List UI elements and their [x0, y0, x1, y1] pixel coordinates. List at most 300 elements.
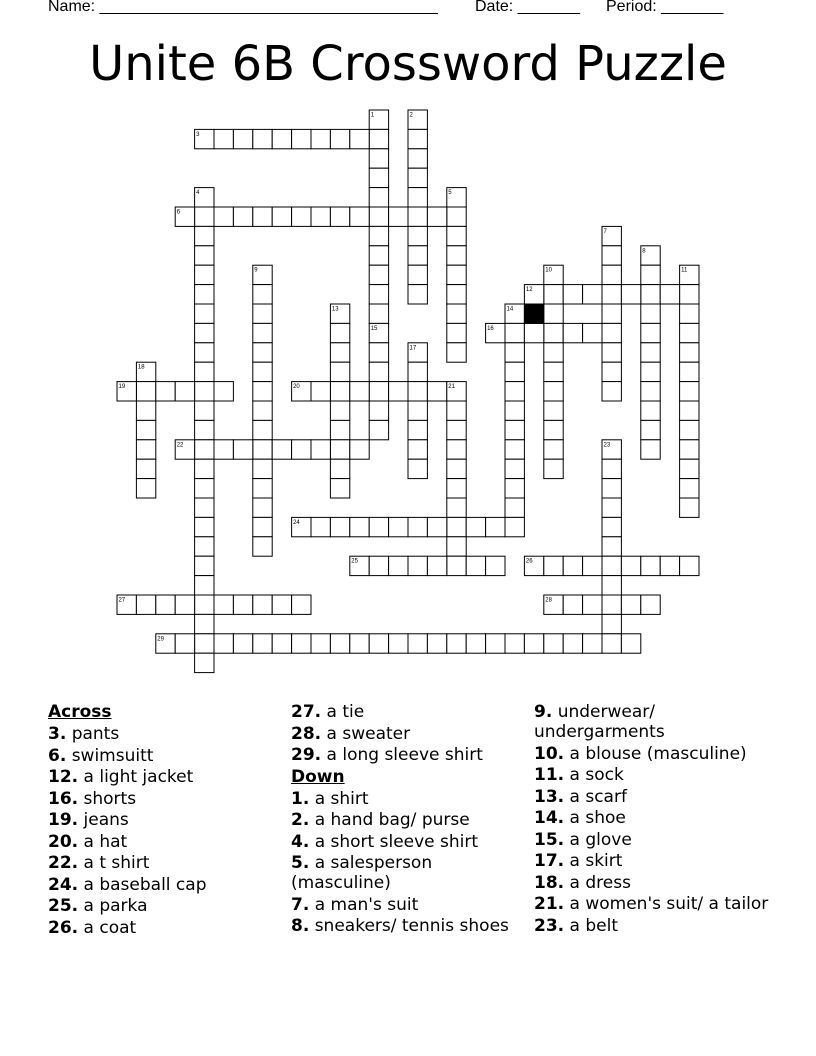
clue-number: 16 [487, 325, 494, 332]
clue-num: 3. [48, 724, 67, 744]
clue-number: 4 [196, 190, 200, 197]
grid-cell[interactable] [602, 362, 621, 381]
grid-cell[interactable] [563, 634, 582, 653]
grid-cell[interactable] [350, 440, 369, 459]
grid-cell[interactable] [369, 129, 388, 148]
grid-cell[interactable] [311, 207, 330, 226]
grid-cell[interactable] [253, 362, 272, 381]
grid-cell[interactable] [408, 265, 427, 284]
grid-cell[interactable] [253, 634, 272, 653]
grid-cell[interactable] [330, 343, 349, 362]
name-field[interactable]: Name: ______________________________________ [48, 0, 438, 15]
grid-cell[interactable] [233, 129, 252, 148]
grid-cell[interactable] [136, 440, 155, 459]
grid-cell[interactable] [602, 517, 621, 536]
clue-num: 17. [534, 851, 565, 871]
grid-cell[interactable] [602, 614, 621, 633]
clue-num: 29. [291, 745, 322, 765]
grid-cell[interactable] [563, 323, 582, 342]
grid-cell[interactable] [524, 634, 543, 653]
clue-text: a baseball cap [78, 874, 207, 895]
grid-cell[interactable] [350, 207, 369, 226]
grid-cell[interactable] [505, 459, 524, 478]
grid-cell[interactable] [680, 323, 699, 342]
grid-cell[interactable] [602, 343, 621, 362]
grid-cell[interactable] [292, 129, 311, 148]
grid-cell[interactable] [195, 304, 214, 323]
grid-cell[interactable] [447, 498, 466, 517]
grid-cell[interactable] [408, 207, 427, 226]
grid-cell[interactable] [175, 382, 194, 401]
clue-num: 25. [48, 896, 79, 916]
grid-cell[interactable] [680, 440, 699, 459]
grid-cell[interactable] [602, 285, 621, 304]
grid-cell[interactable] [505, 401, 524, 420]
grid-cell[interactable] [680, 498, 699, 517]
grid-cell[interactable] [466, 634, 485, 653]
grid-cell[interactable] [136, 401, 155, 420]
grid-cell[interactable] [408, 634, 427, 653]
blocked-cell [524, 304, 543, 323]
grid-cell[interactable] [195, 285, 214, 304]
grid-cell[interactable] [680, 343, 699, 362]
grid-cell[interactable] [583, 556, 602, 575]
grid-cell[interactable] [544, 323, 563, 342]
grid-cell[interactable] [427, 382, 446, 401]
grid-cell[interactable] [427, 207, 446, 226]
grid-cell[interactable] [602, 323, 621, 342]
grid-cell[interactable] [311, 440, 330, 459]
grid-cell[interactable] [369, 634, 388, 653]
grid-cell[interactable] [330, 517, 349, 536]
grid-cell[interactable] [389, 517, 408, 536]
grid-cell[interactable] [641, 382, 660, 401]
grid-cell[interactable] [447, 265, 466, 284]
clue-item [534, 702, 774, 742]
grid-cell[interactable] [195, 226, 214, 245]
grid-cell[interactable] [195, 653, 214, 672]
grid-cell[interactable] [641, 285, 660, 304]
grid-cell[interactable] [641, 362, 660, 381]
grid-cell[interactable] [369, 401, 388, 420]
grid-cell[interactable] [214, 129, 233, 148]
clue-number: 11 [681, 267, 688, 274]
grid-cell[interactable] [330, 323, 349, 342]
grid-cell[interactable] [195, 459, 214, 478]
grid-cell[interactable] [408, 246, 427, 265]
grid-cell[interactable] [330, 459, 349, 478]
clue-text: a shoe [564, 808, 626, 828]
clue-item [534, 744, 774, 764]
grid-cell[interactable] [253, 343, 272, 362]
grid-cell[interactable] [195, 207, 214, 226]
grid-cell[interactable] [330, 634, 349, 653]
clue-num: 18. [534, 872, 565, 893]
clue-num: 1. [291, 788, 310, 809]
grid-cell[interactable] [602, 246, 621, 265]
clue-text: a tie [321, 702, 365, 722]
grid-cell[interactable] [524, 323, 543, 342]
grid-cell[interactable] [447, 634, 466, 653]
grid-cell[interactable] [136, 595, 155, 614]
grid-cell[interactable] [253, 207, 272, 226]
grid-cell[interactable] [447, 440, 466, 459]
grid-cell[interactable] [563, 595, 582, 614]
grid-cell[interactable] [602, 576, 621, 595]
grid-cell[interactable] [195, 420, 214, 439]
grid-cell[interactable] [505, 420, 524, 439]
grid-cell[interactable] [233, 634, 252, 653]
grid-cell[interactable] [544, 634, 563, 653]
grid-cell[interactable] [195, 362, 214, 381]
grid-cell[interactable] [369, 226, 388, 245]
grid-cell[interactable] [330, 382, 349, 401]
grid-cell[interactable] [427, 517, 446, 536]
grid-cell[interactable] [486, 634, 505, 653]
grid-cell[interactable] [544, 304, 563, 323]
grid-cell[interactable] [253, 440, 272, 459]
grid-cell[interactable] [195, 576, 214, 595]
grid-cell[interactable] [195, 323, 214, 342]
grid-cell[interactable] [602, 595, 621, 614]
grid-cell[interactable] [369, 265, 388, 284]
grid-cell[interactable] [447, 304, 466, 323]
clue-number: 15 [370, 325, 378, 332]
grid-cell[interactable] [544, 401, 563, 420]
grid-cell[interactable] [195, 517, 214, 536]
grid-cell[interactable] [369, 343, 388, 362]
grid-cell[interactable] [660, 285, 679, 304]
clue-column-2 [291, 702, 521, 938]
clue-num: 24. [48, 874, 79, 895]
grid-cell[interactable] [641, 265, 660, 284]
grid-cell[interactable] [408, 285, 427, 304]
grid-cell[interactable] [544, 440, 563, 459]
grid-cell[interactable] [466, 556, 485, 575]
grid-cell[interactable] [253, 479, 272, 498]
grid-cell[interactable] [408, 517, 427, 536]
grid-cell[interactable] [311, 634, 330, 653]
grid-cell[interactable] [350, 517, 369, 536]
grid-cell[interactable] [466, 517, 485, 536]
clue-num: 10. [534, 743, 565, 764]
grid-cell[interactable] [195, 556, 214, 575]
grid-cell[interactable] [505, 498, 524, 517]
grid-cell[interactable] [583, 285, 602, 304]
grid-cell[interactable] [272, 634, 291, 653]
grid-cell[interactable] [350, 129, 369, 148]
grid-cell[interactable] [602, 634, 621, 653]
grid-cell[interactable] [311, 129, 330, 148]
clue-number: 20 [293, 384, 300, 391]
grid-cell[interactable] [330, 440, 349, 459]
grid-cell[interactable] [389, 382, 408, 401]
clue-item [534, 916, 774, 936]
grid-cell[interactable] [214, 440, 233, 459]
grid-cell[interactable] [136, 479, 155, 498]
grid-cell[interactable] [641, 440, 660, 459]
grid-cell[interactable] [253, 595, 272, 614]
grid-cell[interactable] [253, 498, 272, 517]
clue-num: 4. [291, 831, 310, 852]
grid-cell[interactable] [369, 285, 388, 304]
grid-cell[interactable] [660, 556, 679, 575]
grid-cell[interactable] [156, 382, 175, 401]
grid-cell[interactable] [369, 304, 388, 323]
grid-cell[interactable] [680, 304, 699, 323]
grid-cell[interactable] [311, 517, 330, 536]
grid-cell[interactable] [369, 168, 388, 187]
grid-cell[interactable] [621, 595, 640, 614]
grid-cell[interactable] [214, 382, 233, 401]
grid-cell[interactable] [621, 634, 640, 653]
grid-cell[interactable] [680, 459, 699, 478]
grid-cell[interactable] [175, 634, 194, 653]
grid-cell[interactable] [544, 556, 563, 575]
grid-cell[interactable] [272, 595, 291, 614]
grid-cell[interactable] [505, 323, 524, 342]
grid-cell[interactable] [369, 362, 388, 381]
grid-cell[interactable] [156, 595, 175, 614]
grid-cell[interactable] [292, 440, 311, 459]
clue-item [291, 916, 521, 936]
grid-cell[interactable] [486, 556, 505, 575]
grid-cell[interactable] [408, 382, 427, 401]
grid-cell[interactable] [233, 440, 252, 459]
grid-cell[interactable] [583, 595, 602, 614]
period-field[interactable]: Period: _______ [606, 0, 724, 15]
grid-cell[interactable] [408, 401, 427, 420]
grid-cell[interactable] [621, 285, 640, 304]
grid-cell[interactable] [253, 323, 272, 342]
grid-cell[interactable] [195, 265, 214, 284]
grid-cell[interactable] [408, 459, 427, 478]
grid-cell[interactable] [195, 498, 214, 517]
grid-cell[interactable] [292, 634, 311, 653]
grid-cell[interactable] [447, 479, 466, 498]
clue-number: 2 [409, 112, 413, 119]
grid-cell[interactable] [350, 382, 369, 401]
grid-cell[interactable] [195, 401, 214, 420]
grid-cell[interactable] [447, 537, 466, 556]
grid-cell[interactable] [195, 537, 214, 556]
grid-cell[interactable] [602, 498, 621, 517]
grid-cell[interactable] [408, 129, 427, 148]
grid-cell[interactable] [447, 556, 466, 575]
grid-cell[interactable] [253, 537, 272, 556]
grid-cell[interactable] [680, 420, 699, 439]
grid-cell[interactable] [272, 440, 291, 459]
clue-number: 19 [118, 384, 126, 391]
grid-cell[interactable] [369, 207, 388, 226]
grid-cell[interactable] [505, 634, 524, 653]
clue-number: 24 [293, 519, 300, 526]
date-field[interactable]: Date: _______ [475, 0, 580, 15]
grid-cell[interactable] [447, 323, 466, 342]
grid-cell[interactable] [563, 285, 582, 304]
grid-cell[interactable] [505, 479, 524, 498]
grid-cell[interactable] [195, 440, 214, 459]
grid-cell[interactable] [408, 168, 427, 187]
grid-cell[interactable] [563, 556, 582, 575]
grid-cell[interactable] [253, 382, 272, 401]
grid-cell[interactable] [641, 304, 660, 323]
grid-cell[interactable] [447, 246, 466, 265]
grid-cell[interactable] [544, 362, 563, 381]
grid-cell[interactable] [602, 304, 621, 323]
grid-cell[interactable] [389, 207, 408, 226]
grid-cell[interactable] [233, 207, 252, 226]
clue-item [291, 832, 521, 852]
grid-cell[interactable] [389, 556, 408, 575]
grid-cell[interactable] [195, 246, 214, 265]
grid-cell[interactable] [195, 479, 214, 498]
grid-cell[interactable] [641, 595, 660, 614]
grid-cell[interactable] [602, 479, 621, 498]
grid-cell[interactable] [447, 226, 466, 245]
grid-cell[interactable] [136, 382, 155, 401]
grid-cell[interactable] [602, 459, 621, 478]
grid-cell[interactable] [253, 517, 272, 536]
grid-cell[interactable] [369, 382, 388, 401]
grid-cell[interactable] [330, 362, 349, 381]
grid-cell[interactable] [195, 595, 214, 614]
grid-cell[interactable] [369, 420, 388, 439]
clue-num: 23. [534, 915, 565, 936]
grid-cell[interactable] [447, 343, 466, 362]
grid-cell[interactable] [680, 401, 699, 420]
clue-num: 26. [48, 917, 79, 938]
grid-cell[interactable] [214, 634, 233, 653]
grid-cell[interactable] [408, 226, 427, 245]
clue-item [48, 724, 278, 744]
grid-cell[interactable] [680, 382, 699, 401]
grid-cell[interactable] [195, 634, 214, 653]
grid-cell[interactable] [175, 595, 194, 614]
grid-cell[interactable] [195, 382, 214, 401]
grid-cell[interactable] [680, 479, 699, 498]
grid-cell[interactable] [641, 556, 660, 575]
grid-cell[interactable] [544, 285, 563, 304]
clue-item [534, 787, 774, 807]
clue-text: a shirt [309, 788, 369, 809]
grid-cell[interactable] [369, 556, 388, 575]
grid-cell[interactable] [602, 382, 621, 401]
grid-cell[interactable] [505, 362, 524, 381]
grid-cell[interactable] [427, 634, 446, 653]
grid-cell[interactable] [621, 556, 640, 575]
grid-cell[interactable] [408, 420, 427, 439]
clue-item [534, 851, 774, 871]
grid-cell[interactable] [408, 440, 427, 459]
grid-cell[interactable] [447, 401, 466, 420]
grid-cell[interactable] [311, 382, 330, 401]
grid-cell[interactable] [330, 401, 349, 420]
grid-cell[interactable] [136, 459, 155, 478]
grid-cell[interactable] [253, 459, 272, 478]
grid-cell[interactable] [641, 401, 660, 420]
grid-cell[interactable] [447, 207, 466, 226]
grid-cell[interactable] [369, 149, 388, 168]
grid-cell[interactable] [253, 304, 272, 323]
grid-cell[interactable] [447, 459, 466, 478]
grid-cell[interactable] [408, 188, 427, 207]
clue-number: 23 [603, 442, 611, 449]
grid-cell[interactable] [195, 614, 214, 633]
grid-cell[interactable] [680, 556, 699, 575]
grid-cell[interactable] [330, 129, 349, 148]
grid-cell[interactable] [292, 595, 311, 614]
grid-cell[interactable] [408, 556, 427, 575]
clue-item [534, 830, 774, 850]
grid-cell[interactable] [447, 517, 466, 536]
grid-cell[interactable] [583, 634, 602, 653]
grid-cell[interactable] [486, 517, 505, 536]
grid-cell[interactable] [253, 285, 272, 304]
grid-cell[interactable] [583, 323, 602, 342]
grid-cell[interactable] [253, 401, 272, 420]
grid-cell[interactable] [427, 556, 446, 575]
grid-cell[interactable] [272, 207, 291, 226]
grid-cell[interactable] [544, 382, 563, 401]
clue-text: swimsuitt [66, 745, 154, 766]
grid-cell[interactable] [505, 382, 524, 401]
grid-cell[interactable] [505, 517, 524, 536]
grid-cell[interactable] [505, 343, 524, 362]
grid-cell[interactable] [447, 420, 466, 439]
clue-item [48, 918, 278, 938]
grid-cell[interactable] [195, 343, 214, 362]
grid-cell[interactable] [253, 129, 272, 148]
grid-cell[interactable] [350, 634, 369, 653]
grid-cell[interactable] [369, 246, 388, 265]
grid-cell[interactable] [505, 440, 524, 459]
clue-number: 9 [254, 267, 258, 274]
grid-cell[interactable] [214, 595, 233, 614]
grid-cell[interactable] [389, 634, 408, 653]
grid-cell[interactable] [602, 556, 621, 575]
grid-cell[interactable] [214, 207, 233, 226]
grid-cell[interactable] [544, 459, 563, 478]
grid-cell[interactable] [272, 129, 291, 148]
grid-cell[interactable] [544, 343, 563, 362]
grid-cell[interactable] [233, 595, 252, 614]
grid-cell[interactable] [408, 362, 427, 381]
grid-cell[interactable] [602, 265, 621, 284]
across-heading: Across [48, 702, 112, 722]
clue-num: 14. [534, 808, 565, 828]
grid-cell[interactable] [292, 207, 311, 226]
grid-cell[interactable] [602, 537, 621, 556]
grid-cell[interactable] [330, 207, 349, 226]
grid-cell[interactable] [680, 362, 699, 381]
grid-cell[interactable] [330, 479, 349, 498]
grid-cell[interactable] [641, 323, 660, 342]
grid-cell[interactable] [447, 285, 466, 304]
clue-num: 22. [48, 853, 79, 873]
grid-cell[interactable] [641, 420, 660, 439]
grid-cell[interactable] [253, 420, 272, 439]
grid-cell[interactable] [544, 420, 563, 439]
grid-cell[interactable] [136, 420, 155, 439]
grid-cell[interactable] [408, 149, 427, 168]
grid-cell[interactable] [680, 285, 699, 304]
grid-cell[interactable] [369, 517, 388, 536]
grid-cell[interactable] [369, 188, 388, 207]
clue-num: 7. [291, 894, 310, 915]
grid-cell[interactable] [330, 420, 349, 439]
grid-cell[interactable] [641, 343, 660, 362]
